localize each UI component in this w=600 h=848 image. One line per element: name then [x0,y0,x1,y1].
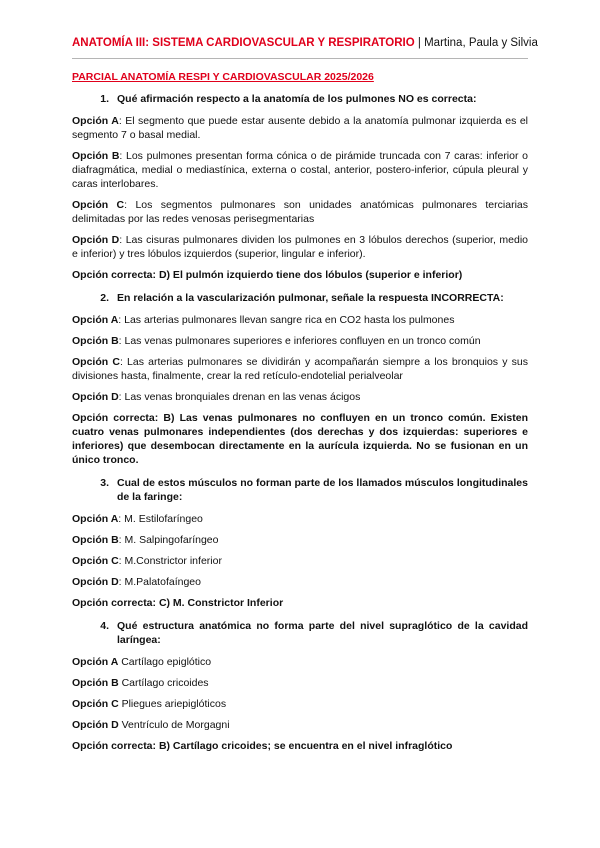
option-text: : El segmento que puede estar ausente debido a la anatomía pulmonar izquierda es el segmento 7 o basal medial. [72,115,528,141]
option-b [72,676,528,690]
option-label: Opción B [72,534,119,546]
option-label: Opción C [72,199,125,211]
option-text: : Las venas pulmonares superiores e inferiores confluyen en un tronco común [118,335,481,347]
option-text: : Las venas bronquiales drenan en las venas ácigos [118,391,361,403]
option-c [72,355,528,383]
option-c [72,198,528,226]
option-a [72,512,528,526]
question-number: 2. [100,292,109,304]
correct-answer: Opción correcta: D) El pulmón izquierdo tiene dos lóbulos (superior e inferior) [72,269,463,281]
question-heading [72,619,528,647]
option-text: : M.Palatofaíngeo [118,576,201,588]
header-separator: | [417,37,421,49]
option-label: Opción D [72,576,119,588]
option-text: Cartílago cricoides [118,677,209,689]
option-d [72,575,528,589]
question-number: 4. [100,620,109,632]
question-number: 1. [100,93,109,105]
correct-answer: Opción correcta: C) M. Constrictor Inferior [72,597,284,609]
option-text: : Las arterias pulmonares se dividirán y acompañarán siempre a los bronquios y sus divisiones hasta, finalmente, crear la red retículo-endotelial perialveolar [72,356,528,382]
option-a [72,313,528,327]
question-block-1 [72,92,528,282]
option-a [72,114,528,142]
question-text: Qué afirmación respecto a la anatomía de los pulmones NO es correcta: [117,93,477,105]
correct-answer: Opción correcta: B) Las venas pulmonares no confluyen en un tronco común. Existen cuatro venas pulmonares independientes (dos derechas y dos izquierdas: superiores e inferiores) que desembocan directamente en la aurícula izquierda. No se fusionan en un único tronco. [72,412,528,466]
question-block-4 [72,619,528,753]
option-b [72,533,528,547]
option-text: Pliegues ariepiglóticos [118,698,227,710]
question-block-2 [72,291,528,467]
option-text: : M.Constrictor inferior [118,555,222,567]
option-label: Opción C [72,698,119,710]
option-label: Opción A [72,314,119,326]
header-divider [72,58,528,59]
option-label: Opción A [72,115,119,127]
option-text: : Las cisuras pulmonares dividen los pulmones en 3 lóbulos derechos (superior, medio e inferior) y tres lóbulos izquierdos (superior, lingular e inferior). [72,234,528,260]
option-b [72,149,528,191]
option-label: Opción C [72,555,119,567]
correct-answer: Opción correcta: B) Cartílago cricoides; se encuentra en el nivel infraglótico [72,740,453,752]
question-block-3 [72,476,528,610]
question-text: Qué estructura anatómica no forma parte del nivel supraglótico de la cavidad laríngea: [117,620,528,646]
header-course-title: ANATOMÍA III: SISTEMA CARDIOVASCULAR Y RESPIRATORIO [72,37,415,49]
option-b [72,334,528,348]
option-text: : M. Estilofaríngeo [118,513,203,525]
option-label: Opción D [72,391,119,403]
option-label: Opción A [72,656,119,668]
option-text: : Las arterias pulmonares llevan sangre rica en CO2 hasta los pulmones [118,314,455,326]
option-d [72,390,528,404]
document-body [72,70,528,762]
option-label: Opción C [72,356,120,368]
option-text: : Los segmentos pulmonares son unidades anatómicas pulmonares terciarias delimitadas por las redes venosas perisegmentarias [72,199,528,225]
option-label: Opción D [72,719,119,731]
question-number: 3. [100,477,109,489]
question-heading [72,291,528,305]
option-c [72,697,528,711]
question-heading [72,92,528,106]
option-text: Ventrículo de Morgagni [118,719,230,731]
header-authors: Martina, Paula y Silvia [424,37,538,49]
option-label: Opción A [72,513,119,525]
option-text: Cartílago epiglótico [118,656,212,668]
question-heading [72,476,528,504]
option-label: Opción B [72,677,119,689]
option-label: Opción D [72,234,120,246]
option-text: : M. Salpingofaríngeo [118,534,219,546]
option-d [72,233,528,261]
page-header [72,36,538,50]
document-title: PARCIAL ANATOMÍA RESPI Y CARDIOVASCULAR 2025/2026 [72,71,374,83]
option-c [72,554,528,568]
option-a [72,655,528,669]
option-label: Opción B [72,150,120,162]
question-text: En relación a la vascularización pulmonar, señale la respuesta INCORRECTA: [117,292,504,304]
question-text: Cual de estos músculos no forman parte de los llamados músculos longitudinales de la faringe: [117,477,528,503]
option-d [72,718,528,732]
option-label: Opción B [72,335,119,347]
option-text: : Los pulmones presentan forma cónica o de pirámide truncada con 7 caras: inferior o diafragmática, medial o mediastínica, externa o costal, anterior, postero-inferior, cúpula pleural y caras interlobares. [72,150,528,190]
